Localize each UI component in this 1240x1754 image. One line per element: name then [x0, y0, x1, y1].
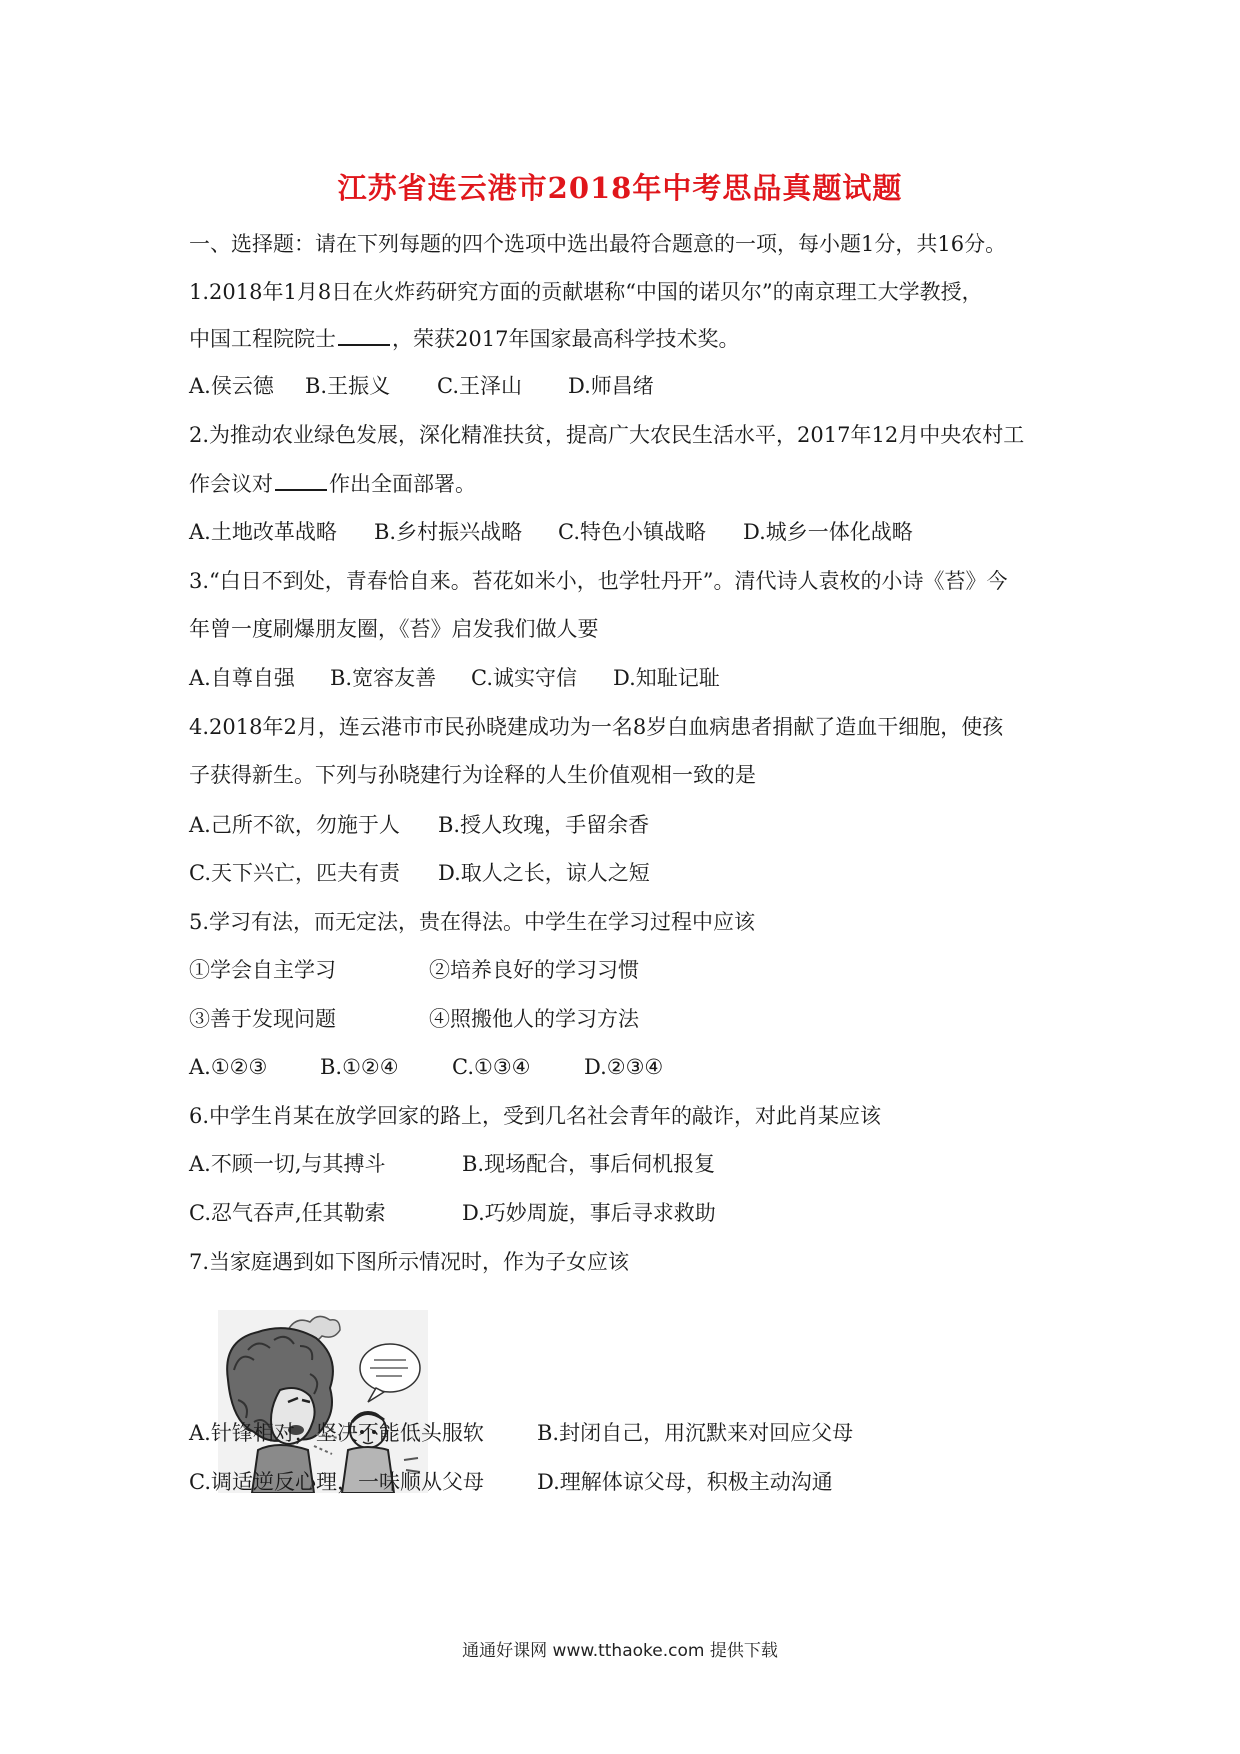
q1-line1: 1.2018年1月8日在火炸药研究方面的贡献堪称“中国的诺贝尔”的南京理工大学教授， — [189, 280, 983, 304]
q4-option-c: C.天下兴亡，匹夫有责 — [189, 861, 400, 885]
q5-line1: 5.学习有法，而无定法，贵在得法。中学生在学习过程中应该 — [189, 910, 756, 934]
q5-option-d: D.②③④ — [584, 1055, 664, 1079]
q7-option-b: B.封闭自己，用沉默来对回应父母 — [537, 1421, 854, 1445]
q3-option-a: A.自尊自强 — [189, 666, 295, 690]
q6-option-a: A.不顾一切,与其搏斗 — [189, 1152, 386, 1176]
q5-item-3: ③善于发现问题 — [189, 1007, 336, 1031]
q5-option-b: B.①②④ — [320, 1055, 399, 1079]
q3-line1: 3.“白日不到处，青春恰自来。苔花如米小，也学牡丹开”。清代诗人袁枚的小诗《苔》今 — [189, 569, 1008, 593]
q4-option-d: D.取人之长，谅人之短 — [438, 861, 650, 885]
q4-line2: 子获得新生。下列与孙晓建行为诠释的人生价值观相一致的是 — [189, 763, 756, 787]
q2-line2 — [189, 469, 476, 498]
q6-line1: 6.中学生肖某在放学回家的路上，受到几名社会青年的敲诈，对此肖某应该 — [189, 1104, 882, 1128]
q5-option-c: C.①③④ — [452, 1055, 531, 1079]
q7-option-a: A.针锋相对，坚决不能低头服软 — [189, 1421, 484, 1445]
q4-option-b: B.授人玫瑰，手留余香 — [438, 813, 650, 837]
q6-option-b: B.现场配合，事后伺机报复 — [462, 1152, 716, 1176]
q7-option-c: C.调适逆反心理，一味顺从父母 — [189, 1470, 484, 1494]
q1-option-a: A.侯云德 — [189, 374, 274, 398]
page-title: 江苏省连云港市2018年中考思品真题试题 — [337, 171, 903, 205]
q7-line1: 7.当家庭遇到如下图所示情况时，作为子女应该 — [189, 1250, 630, 1274]
q2-line2-post: 作出全面部署。 — [329, 472, 476, 496]
q2-blank — [275, 469, 327, 491]
q6-option-c: C.忍气吞声,任其勒索 — [189, 1201, 386, 1225]
q3-option-d: D.知耻记耻 — [613, 666, 720, 690]
q3-line2: 年曾一度刷爆朋友圈，《苔》启发我们做人要 — [189, 617, 599, 641]
q1-line2-pre: 中国工程院院士 — [189, 327, 336, 351]
q1-blank — [338, 324, 390, 346]
q3-option-b: B.宽容友善 — [330, 666, 437, 690]
q1-line2-post: ，荣获2017年国家最高科学技术奖。 — [392, 327, 740, 351]
q2-option-d: D.城乡一体化战略 — [743, 520, 913, 544]
q2-option-a: A.土地改革战略 — [189, 520, 337, 544]
q5-option-a: A.①②③ — [189, 1055, 268, 1079]
q6-option-d: D.巧妙周旋，事后寻求救助 — [462, 1201, 716, 1225]
q2-option-c: C.特色小镇战略 — [558, 520, 706, 544]
q3-option-c: C.诚实守信 — [471, 666, 577, 690]
q4-line1: 4.2018年2月，连云港市市民孙晓建成功为一名8岁白血病患者捐献了造血干细胞，使孩 — [189, 715, 1004, 739]
q2-line2-pre: 作会议对 — [189, 472, 273, 496]
q2-line1: 2.为推动农业绿色发展，深化精准扶贫，提高广大农民生活水平，2017年12月中央农村工 — [189, 423, 1025, 447]
q1-option-c: C.王泽山 — [437, 374, 522, 398]
family-conflict-cartoon — [218, 1310, 428, 1493]
q1-option-b: B.王振义 — [305, 374, 391, 398]
section-header: 一、选择题：请在下列每题的四个选项中选出最符合题意的一项，每小题1分，共16分。 — [189, 232, 1007, 256]
q5-item-2: ②培养良好的学习习惯 — [429, 958, 639, 982]
q1-option-d: D.师昌绪 — [568, 374, 654, 398]
q4-option-a: A.己所不欲，勿施于人 — [189, 813, 400, 837]
q5-item-1: ①学会自主学习 — [189, 958, 336, 982]
q2-option-b: B.乡村振兴战略 — [374, 520, 523, 544]
q7-option-d: D.理解体谅父母，积极主动沟通 — [537, 1470, 833, 1494]
q5-item-4: ④照搬他人的学习方法 — [429, 1007, 639, 1031]
page-footer: 通通好课网 www.tthaoke.com 提供下载 — [462, 1641, 778, 1661]
q1-line2 — [189, 324, 739, 353]
